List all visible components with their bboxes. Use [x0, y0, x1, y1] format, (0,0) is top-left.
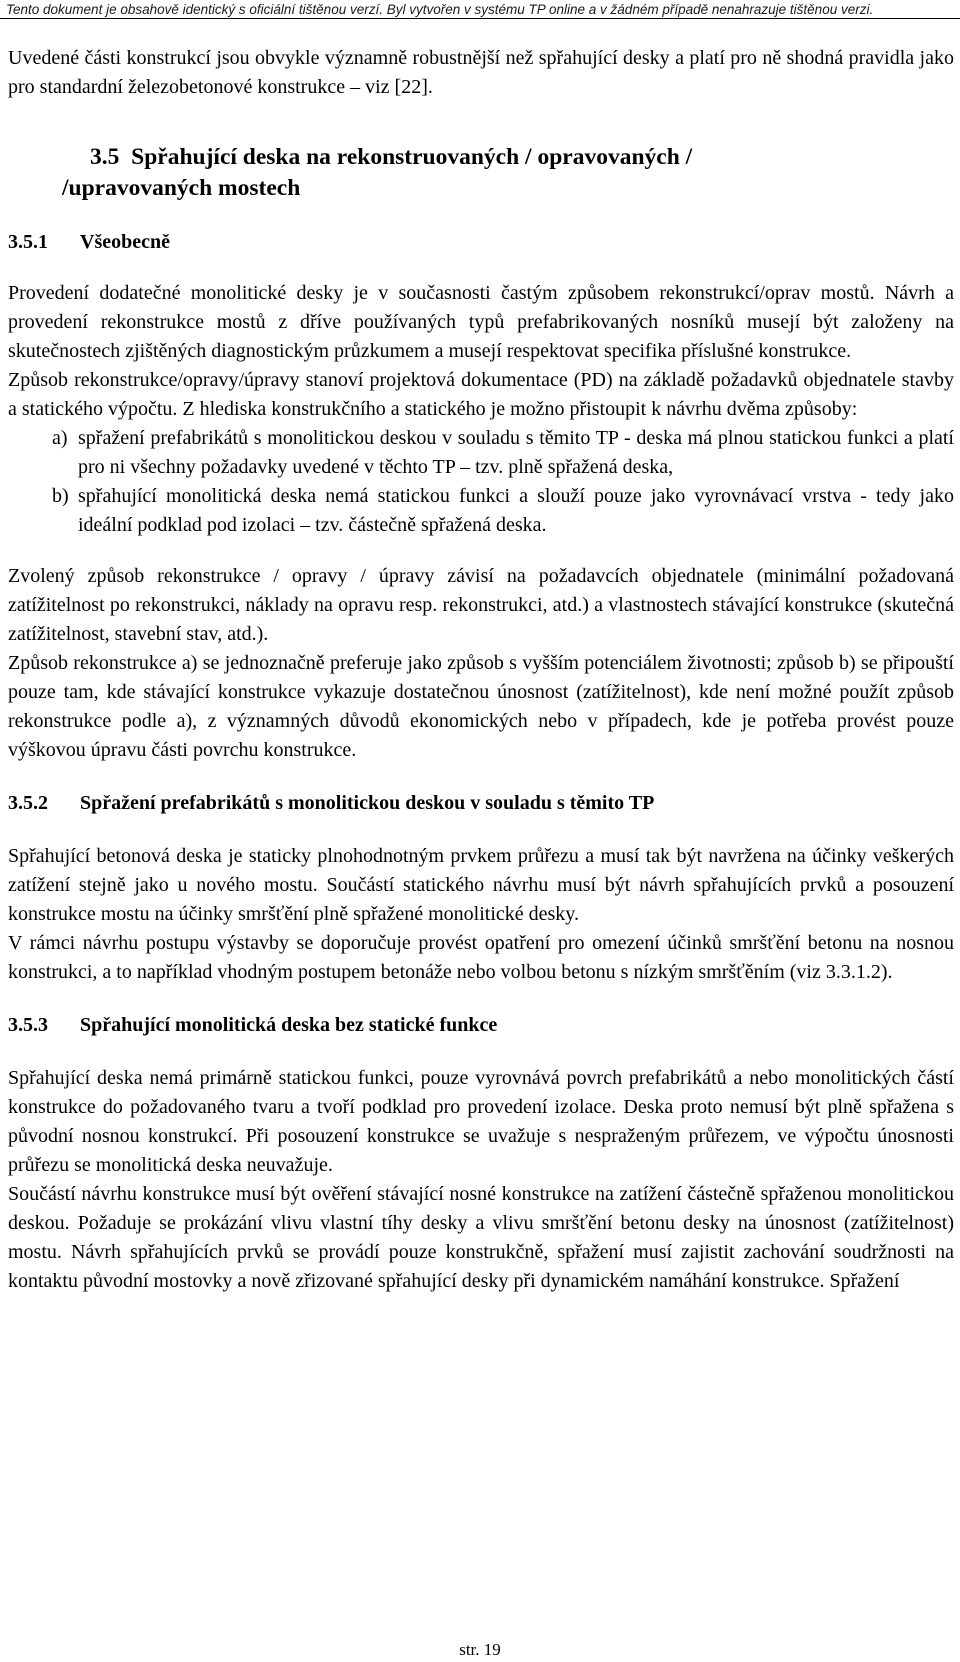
- section-3-5-2-paragraph-2: V rámci návrhu postupu výstavby se doporučuje provést opatření pro omezení účinků smršťění betonu na nosnou konstrukci, a to například vhodným postupem betonáže nebo volbou betonu s nízkým smršťěním (viz 3.3.1.2).: [8, 932, 954, 983]
- section-3-5-3-number: 3.5.3: [8, 1014, 48, 1036]
- section-3-5-1-paragraph-3: Zvolený způsob rekonstrukce / opravy / úpravy závisí na požadavcích objednatele (minimální požadovaná zatížitelnost po rekonstrukci, náklady na opravu resp. rekonstrukci, atd.) a vlastnostech stávající konstrukce (skutečná zatížitelnost, stavební stav, atd.).: [8, 565, 954, 645]
- section-3-5-2-heading: [8, 789, 954, 818]
- section-3-5-title: Spřahující deska na rekonstruovaných / opravovaných /: [131, 144, 693, 170]
- section-3-5-3-paragraph-1: Spřahující deska nemá primárně statickou funkci, pouze vyrovnává povrch prefabrikátů a nebo monolitických částí konstrukce do požadovaného tvaru a tvoří podklad pro provedení izolace. Deska proto nemusí být plně spřažena s původní nosnou konstrukcí. Při posouzení konstrukce se uvažuje s nespraženým průřezem, ve výpočtu únosnosti průřezu se monolitická deska neuvažuje.: [8, 1067, 954, 1176]
- section-3-5-title-line1: [90, 142, 954, 173]
- intro-paragraph: Uvedené části konstrukcí jsou obvykle významně robustnější než spřahující desky a platí pro ně shodná pravidla jako pro standardní železobetonové konstrukce – viz [22].: [8, 47, 954, 98]
- list-marker-a: a): [52, 427, 68, 449]
- section-3-5-title-line2: /upravovaných mostech: [62, 175, 301, 201]
- list-text-a: spřažení prefabrikátů s monolitickou deskou v souladu s těmito TP - deska má plnou statickou funkci a platí pro ni všechny požadavky uvedené v těchto TP – tzv. plně spřažená deska,: [78, 427, 954, 478]
- list-item-b: [8, 482, 954, 540]
- page-number: str. 19: [459, 1640, 501, 1659]
- list-item-a: [8, 424, 954, 482]
- section-3-5-1-paragraph-1: Provedení dodatečné monolitické desky je v současnosti častým způsobem rekonstrukcí/oprav mostů. Návrh a provedení rekonstrukce mostů z dříve používaných typů prefabrikovaných nosníků musejí být založeny na skutečnostech zjištěných diagnostickým průzkumem a musejí respektovat specifika příslušné konstrukce.: [8, 282, 954, 362]
- section-3-5-1-paragraph-4: Způsob rekonstrukce a) se jednoznačně preferuje jako způsob s vyšším potenciálem životnosti; způsob b) se připouští pouze tam, kde stávající konstrukce vykazuje dostatečnou únosnost (zatížitelnost), kde není možné použít způsob rekonstrukce podle a), z významných důvodů ekonomických nebo v případech, kde je potřeba provést pouze výškovou úpravu části povrchu konstrukce.: [8, 652, 954, 761]
- list-marker-b: b): [52, 485, 69, 507]
- document-header-notice: Tento dokument je obsahově identický s oficiální tištěnou verzí. Byl vytvořen v systému TP online a v žádném případě nenahrazuje tištěnou verzi.: [0, 0, 960, 19]
- section-3-5-1-title: Všeobecně: [80, 231, 170, 253]
- document-body: [8, 44, 954, 1296]
- section-3-5-2-title: Spřažení prefabrikátů s monolitickou deskou v souladu s těmito TP: [80, 792, 655, 814]
- section-3-5-2-number: 3.5.2: [8, 792, 48, 814]
- list-text-b: spřahující monolitická deska nemá statickou funkci a slouží pouze jako vyrovnávací vrstva - tedy jako ideální podklad pod izolaci – tzv. částečně spřažená deska.: [78, 485, 954, 536]
- section-3-5-1-heading: [8, 228, 954, 257]
- section-3-5-1-paragraph-2: Způsob rekonstrukce/opravy/úpravy stanoví projektová dokumentace (PD) na základě požadavků objednatele stavby a statického výpočtu. Z hlediska konstrukčního a statického je možno přistoupit k návrhu dvěma způsoby:: [8, 369, 954, 420]
- section-3-5-1-number: 3.5.1: [8, 231, 48, 253]
- section-3-5-3-heading: [8, 1011, 954, 1040]
- section-3-5-heading: [62, 142, 954, 204]
- section-3-5-3-paragraph-2: Součástí návrhu konstrukce musí být ověření stávající nosné konstrukce na zatížení částečně spřaženou monolitickou deskou. Požaduje se prokázání vlivu vlastní tíhy desky a vlivu smršťění betonu desky na únosnost (zatížitelnost) mostu. Návrh spřahujících prvků se provádí pouze konstrukčně, spřažení musí zajistit zachování soudržnosti na kontaktu původní mostovky a nově zřizované spřahující desky při dynamickém namáhání konstrukce. Spřažení: [8, 1183, 954, 1292]
- section-3-5-2-paragraph-1: Spřahující betonová deska je staticky plnohodnotným prvkem průřezu a musí tak být navržena na účinky veškerých zatížení stejně jako u nového mostu. Součástí statického návrhu musí být návrh spřahujících prvků a posouzení konstrukce mostu na účinky smršťění plně spřažené monolitické desky.: [8, 845, 954, 925]
- section-3-5-number: 3.5: [90, 144, 120, 170]
- section-3-5-3-title: Spřahující monolitická deska bez statické funkce: [80, 1014, 498, 1036]
